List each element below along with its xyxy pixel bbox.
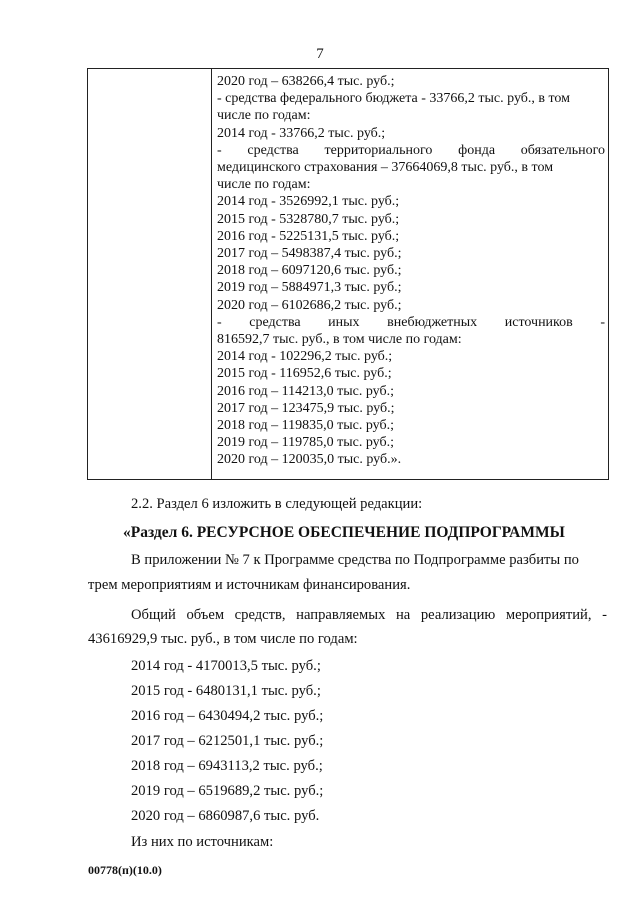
page-number: 7 <box>316 46 324 62</box>
table-line: 2017 год – 5498387,4 тыс. руб.; <box>217 246 402 262</box>
sources-line: Из них по источникам: <box>131 834 274 850</box>
year-line: 2016 год – 6430494,2 тыс. руб.; <box>131 708 324 724</box>
section-heading: «Раздел 6. РЕСУРСНОЕ ОБЕСПЕЧЕНИЕ ПОДПРОГРАММЫ <box>123 524 565 541</box>
table-line: 2015 год - 5328780,7 тыс. руб.; <box>217 211 400 227</box>
table-line: 2014 год - 3526992,1 тыс. руб.; <box>217 194 400 210</box>
table-line: 2020 год – 6102686,2 тыс. руб.; <box>217 297 402 313</box>
year-line: 2020 год – 6860987,6 тыс. руб. <box>131 808 320 824</box>
year-line: 2018 год – 6943113,2 тыс. руб.; <box>131 758 323 774</box>
section-intro: 2.2. Раздел 6 изложить в следующей редакции: <box>131 496 423 512</box>
paragraph-1-line-1: В приложении № 7 к Программе средства по Подпрограмме разбиты по <box>131 552 579 568</box>
table-line: 2018 год – 119835,0 тыс. руб.; <box>217 418 394 434</box>
table-line: 2019 год – 119785,0 тыс. руб.; <box>217 435 394 451</box>
table-line: - средства федерального бюджета - 33766,2 тыс. руб., в том <box>217 91 571 107</box>
paragraph-2-line-1: Общий объем средств, направляемых на реализацию мероприятий, - <box>131 607 607 623</box>
table-line: числе по годам: <box>217 108 311 124</box>
year-line: 2019 год – 6519689,2 тыс. руб.; <box>131 783 324 799</box>
table-line: 2020 год – 120035,0 тыс. руб.». <box>217 452 402 468</box>
table-line: 2016 год - 5225131,5 тыс. руб.; <box>217 228 400 244</box>
document-footer-code: 00778(п)(10.0) <box>88 863 162 877</box>
table-line: 2014 год - 33766,2 тыс. руб.; <box>217 125 386 141</box>
funding-table <box>87 68 609 480</box>
paragraph-1-line-2: трем мероприятиям и источникам финансирования. <box>88 577 411 593</box>
table-line: числе по годам: <box>217 177 311 193</box>
table-line: 816592,7 тыс. руб., в том числе по годам: <box>217 332 462 348</box>
paragraph-2-line-2: 43616929,9 тыс. руб., в том числе по годам: <box>88 631 358 647</box>
table-content-cell <box>217 73 605 469</box>
year-line: 2014 год - 4170013,5 тыс. руб.; <box>131 658 321 674</box>
table-line: медицинского страхования – 37664069,8 тыс. руб., в том <box>217 160 554 176</box>
table-column-divider <box>211 69 212 479</box>
table-line: - средства территориального фонда обязательного <box>217 142 605 158</box>
table-line: 2015 год - 116952,6 тыс. руб.; <box>217 366 392 382</box>
table-line: - средства иных внебюджетных источников - <box>217 314 605 330</box>
table-line: 2017 год – 123475,9 тыс. руб.; <box>217 400 395 416</box>
table-line: 2014 год - 102296,2 тыс. руб.; <box>217 349 393 365</box>
table-line: 2019 год – 5884971,3 тыс. руб.; <box>217 280 402 296</box>
year-line: 2017 год – 6212501,1 тыс. руб.; <box>131 733 324 749</box>
table-line: 2016 год – 114213,0 тыс. руб.; <box>217 383 394 399</box>
table-line: 2020 год – 638266,4 тыс. руб.; <box>217 74 395 89</box>
table-line: 2018 год – 6097120,6 тыс. руб.; <box>217 263 402 279</box>
year-line: 2015 год - 6480131,1 тыс. руб.; <box>131 683 321 699</box>
